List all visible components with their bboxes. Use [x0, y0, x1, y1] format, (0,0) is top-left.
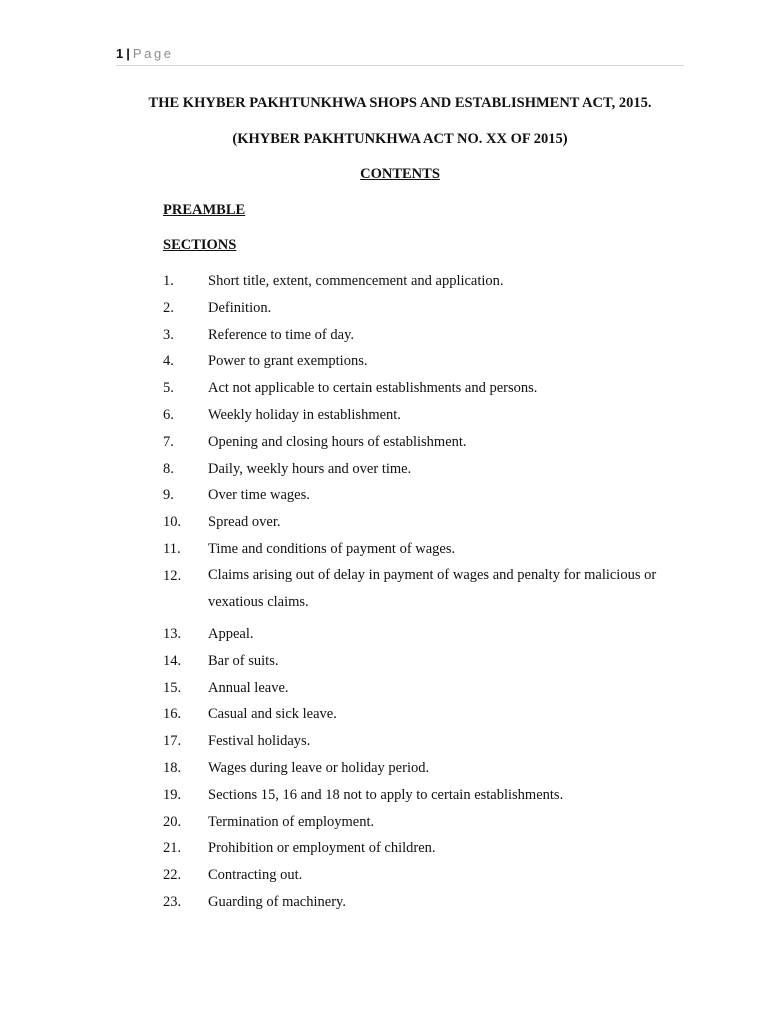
section-title: Claims arising out of delay in payment of wages and penalty for malicious or vexatious claims.: [208, 567, 657, 611]
section-number: 19.: [163, 786, 182, 803]
section-number: 14.: [163, 652, 182, 669]
section-item: [163, 679, 693, 697]
section-number: 20.: [163, 813, 182, 830]
section-number: 16.: [163, 706, 182, 723]
section-number: 22.: [163, 867, 182, 884]
section-number: 13.: [163, 626, 182, 643]
section-number: 8.: [163, 460, 174, 477]
section-item: [163, 813, 693, 831]
section-title: Reference to time of day.: [208, 326, 355, 343]
preamble-heading: PREAMBLE: [163, 202, 246, 218]
section-number: 10.: [163, 514, 182, 531]
section-item: [163, 513, 693, 531]
section-item: [163, 433, 693, 451]
page-label: Page: [132, 46, 174, 61]
section-number: 4.: [163, 353, 174, 370]
section-title: Over time wages.: [208, 487, 310, 504]
section-item: [163, 540, 693, 558]
document-title: THE KHYBER PAKHTUNKHWA SHOPS AND ESTABLISHMENT ACT, 2015.: [148, 95, 652, 111]
page-separator: |: [126, 46, 130, 61]
page-header: [116, 46, 684, 66]
section-title: Annual leave.: [208, 679, 289, 696]
section-item: [163, 732, 693, 750]
document-subtitle: (KHYBER PAKHTUNKHWA ACT NO. XX OF 2015): [232, 131, 568, 147]
section-title: Definition.: [208, 299, 272, 316]
section-number: 12.: [163, 567, 182, 584]
section-item: [163, 705, 693, 723]
section-item: [163, 272, 693, 290]
section-item: [163, 486, 693, 504]
section-title: Power to grant exemptions.: [208, 353, 368, 370]
section-title: Contracting out.: [208, 867, 303, 884]
section-title: Bar of suits.: [208, 652, 279, 669]
section-item: [163, 567, 693, 617]
section-number: 2.: [163, 299, 174, 316]
section-item: [163, 893, 693, 911]
section-title: Wages during leave or holiday period.: [208, 760, 430, 777]
section-number: 15.: [163, 679, 182, 696]
section-title: Time and conditions of payment of wages.: [208, 540, 456, 557]
section-number: 9.: [163, 487, 174, 504]
section-title: Termination of employment.: [208, 813, 375, 830]
section-item: [163, 652, 693, 670]
section-item: [163, 406, 693, 424]
section-number: 1.: [163, 273, 174, 289]
section-title: Spread over.: [208, 514, 281, 531]
section-number: 11.: [163, 540, 181, 557]
section-title: Act not applicable to certain establishments and persons.: [208, 380, 538, 397]
section-item: [163, 326, 693, 344]
section-number: 7.: [163, 433, 174, 450]
section-number: 21.: [163, 840, 182, 857]
section-number: 5.: [163, 380, 174, 397]
contents-heading: CONTENTS: [360, 166, 440, 182]
section-title: Short title, extent, commencement and application.: [208, 273, 504, 289]
section-number: 23.: [163, 894, 182, 911]
section-title: Opening and closing hours of establishment.: [208, 433, 467, 450]
section-title: Sections 15, 16 and 18 not to apply to certain establishments.: [208, 786, 564, 803]
section-title: Appeal.: [208, 626, 254, 643]
section-title: Prohibition or employment of children.: [208, 840, 436, 857]
section-number: 18.: [163, 760, 182, 777]
section-item: [163, 299, 693, 317]
section-title: Casual and sick leave.: [208, 706, 337, 723]
section-title: Festival holidays.: [208, 733, 311, 750]
section-item: [163, 839, 693, 857]
section-number: 3.: [163, 326, 174, 343]
section-number: 17.: [163, 733, 182, 750]
section-item: [163, 379, 693, 397]
section-item: [163, 625, 693, 643]
section-title: Guarding of machinery.: [208, 894, 346, 911]
section-item: [163, 460, 693, 478]
page-number: 1: [116, 46, 124, 61]
section-item: [163, 352, 693, 370]
section-item: [163, 866, 693, 884]
section-title: Daily, weekly hours and over time.: [208, 460, 412, 477]
sections-heading: SECTIONS: [163, 237, 237, 253]
sections-list: [163, 272, 693, 920]
section-number: 6.: [163, 406, 174, 423]
section-title: Weekly holiday in establishment.: [208, 406, 401, 423]
section-item: [163, 759, 693, 777]
section-item: [163, 786, 693, 804]
